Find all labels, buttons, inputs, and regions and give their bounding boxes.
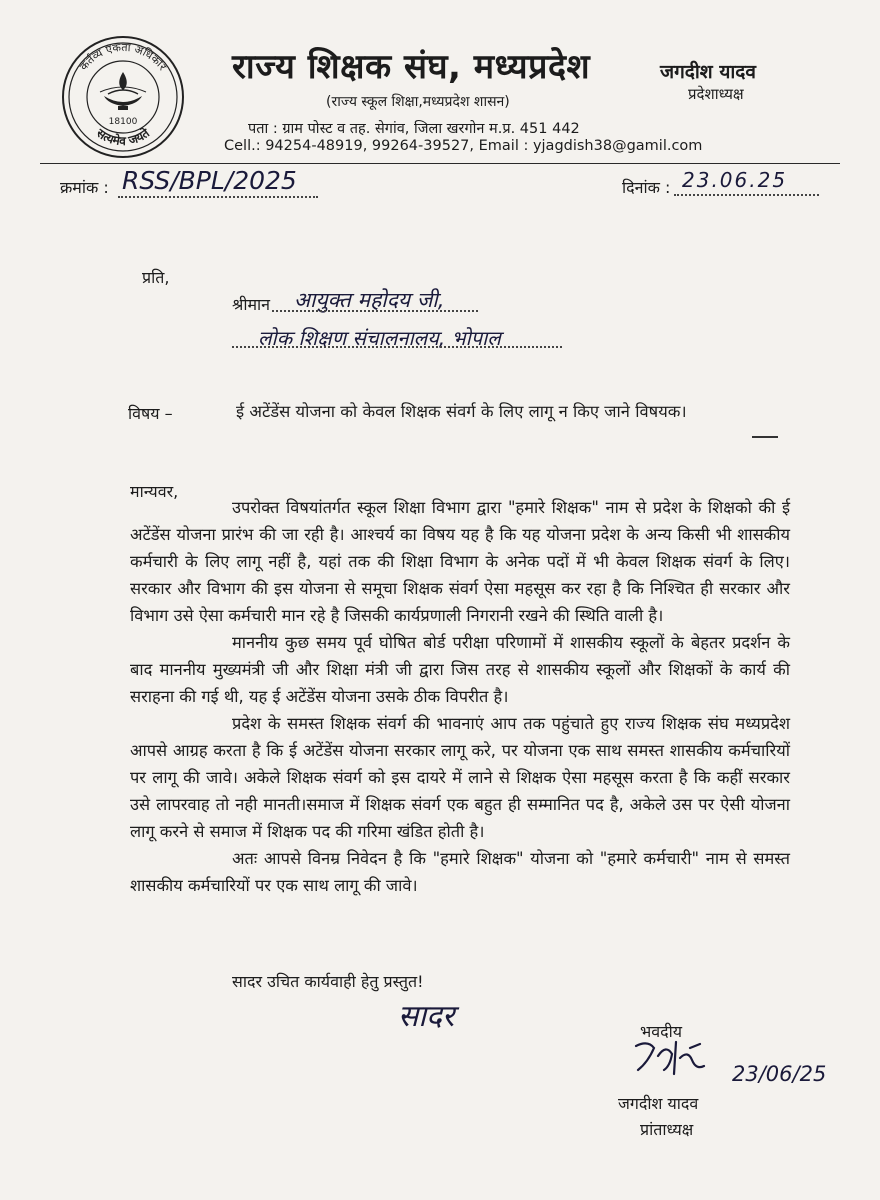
recipient-title-label: श्रीमान	[232, 295, 271, 314]
closing-line: सादर उचित कार्यवाही हेतु प्रस्तुत!	[232, 972, 424, 991]
body-paragraph: अतः आपसे विनम्र निवेदन है कि "हमारे शिक्षक" योजना को "हमारे कर्मचारी" नाम से समस्त शासकीय कर्मचारियों पर एक साथ लागू की जावे।	[130, 849, 790, 895]
subject-end-dash	[752, 436, 778, 438]
org-subtitle: (राज्य स्कूल शिक्षा,मध्यप्रदेश शासन)	[326, 94, 510, 110]
to-label: प्रति,	[142, 268, 170, 287]
body-paragraph: उपरोक्त विषयांतर्गत स्कूल शिक्षा विभाग द्वारा "हमारे शिक्षक" नाम से प्रदेश के शिक्षको की ई अटेंडेंस योजना प्रारंभ की जा रही है। आश्चर्य का विषय यह है कि यह योजना प्रदेश के अन्य किसी भी शासकीय कर्मचारी के लिए लागू नहीं है, यहां तक की शिक्षा विभाग के अनेक पदों में भी केवल शिक्षक संवर्ग के लिए। सरकार और विभाग की इस योजना से समूचा शिक्षक संवर्ग ऐसा महसूस कर रहा है कि निश्चित ही सरकार और विभाग उसे ऐसा कर्मचारी मान रहे है जिसकी कार्यप्रणाली निगरानी रखने की स्थिति वाली है।	[130, 498, 790, 625]
header-divider	[40, 163, 840, 164]
body-paragraph: माननीय कुछ समय पूर्व घोषित बोर्ड परीक्षा परिणामों में शासकीय स्कूलों के बेहतर प्रदर्शन के बाद माननीय मुख्यमंत्री जी और शिक्षा मंत्री जी द्वारा जिस तरह से शासकीय स्कूलों और शिक्षकों के कार्य की सराहना की गई थी, यह ई अटेंडेंस योजना उसके ठीक विपरीत है।	[130, 633, 790, 706]
org-seal-logo	[60, 34, 186, 160]
org-name: राज्य शिक्षक संघ, मध्यप्रदेश	[232, 47, 591, 87]
date-dotted-line	[674, 194, 819, 196]
subject-label: विषय –	[128, 404, 173, 423]
recipient-dotted-line	[272, 310, 478, 312]
handwritten-signature	[630, 1036, 720, 1080]
letter-body	[130, 494, 790, 899]
yours-faithfully: भवदीय	[640, 1022, 683, 1041]
reference-dotted-line	[118, 196, 318, 198]
org-address: पता : ग्राम पोस्ट व तह. सेगांव, जिला खरगोन म.प्र. 451 442	[248, 121, 580, 137]
recipient-office: लोक शिक्षण संचालनालय, भोपाल	[258, 326, 501, 350]
date-label: दिनांक :	[622, 178, 671, 197]
date-value: 23.06.25	[682, 168, 788, 192]
body-paragraph: प्रदेश के समस्त शिक्षक संवर्ग की भावनाएं आप तक पहुंचाते हुए राज्य शिक्षक संघ मध्यप्रदेश आपसे आग्रह करता है कि ई अटेंडेंस योजना सरकार लागू करे, पर योजना एक साथ समस्त शासकीय कर्मचारियों पर लागू की जावे। अकेले शिक्षक संवर्ग को इस दायरे में लाने से शिक्षक ऐसा महसूस करता है कि कहीं सरकार उसे लापरवाह तो नही मानती।समाज में शिक्षक संवर्ग एक बहुत ही सम्मानित पद है, अकेले उस पर ऐसी योजना लागू करने से समाज में शिक्षक पद की गरिमा खंडित होती है।	[130, 714, 790, 841]
signatory-name: जगदीश यादव	[618, 1094, 699, 1113]
president-name: जगदीश यादव	[660, 61, 756, 83]
seal-motto-text: सत्यमेव जयते	[93, 125, 153, 149]
subject-text: ई अटेंडेंस योजना को केवल शिक्षक संवर्ग के लिए लागू न किए जाने विषयक।	[236, 402, 687, 421]
signatory-role: प्रांताध्यक्ष	[640, 1120, 694, 1139]
signature-date: 23/06/25	[732, 1062, 827, 1086]
reference-label: क्रमांक :	[60, 178, 109, 197]
seal-top-text: कर्तव्य एकता अधिकार	[77, 40, 170, 73]
recipient-office-dotted-line	[232, 346, 562, 348]
seal-number: 18100	[108, 117, 138, 127]
recipient-name: आयुक्त महोदय जी,	[294, 288, 445, 312]
salutation: मान्यवर,	[130, 482, 179, 501]
svg-text:सत्यमेव जयते	[93, 125, 153, 148]
reference-number: RSS/BPL/2025	[122, 166, 297, 195]
president-role: प्रदेशाध्यक्ष	[688, 85, 744, 103]
org-contact: Cell.: 94254-48919, 99264-39527, Email : yjagdish38@gamil.com	[224, 138, 703, 154]
handwritten-sadar: सादर	[398, 999, 455, 1034]
